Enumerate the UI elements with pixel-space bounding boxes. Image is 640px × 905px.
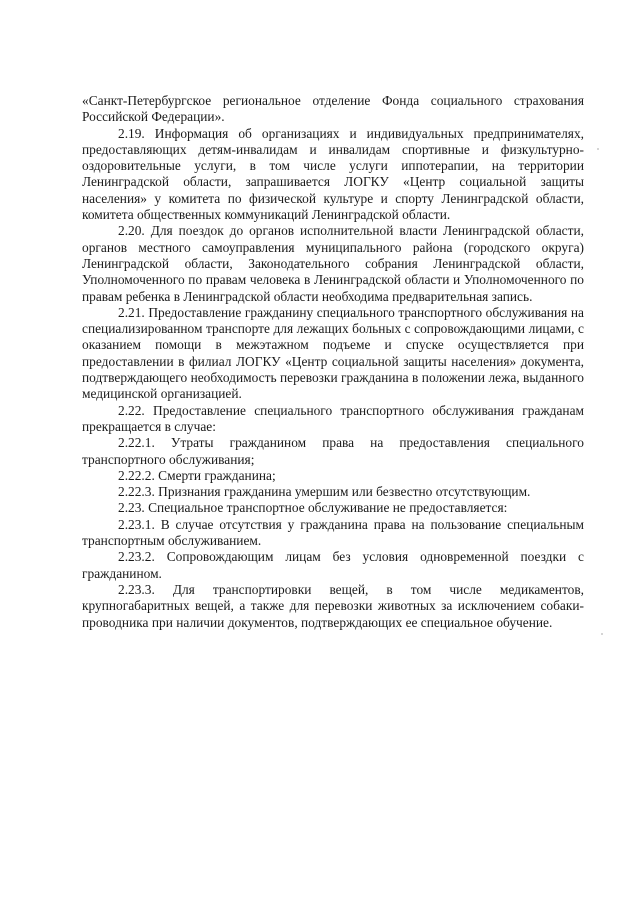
document-body (82, 93, 584, 631)
scan-speck (601, 633, 603, 635)
paragraph-2-19: 2.19. Информация об организациях и индивидуальных предпринимателях, предоставляющих детям-инвалидам и инвалидам спортивные и физкультурно-оздоровительные услуги, в том числе услуги иппотерапии, на территории Ленинградской области, запрашивается ЛОГКУ «Центр социальной защиты населения» у комитета по физической культуре и спорту Ленинградской области, комитета общественных коммуникаций Ленинградской области. (82, 125, 584, 223)
paragraph-2-22-1: 2.22.1. Утраты гражданином права на предоставления специального транспортного обслуживания; (82, 435, 584, 467)
paragraph-2-23-2: 2.23.2. Сопровождающим лицам без условия одновременной поездки с гражданином. (82, 549, 584, 581)
paragraph-2-22-3: 2.22.3. Признания гражданина умершим или безвестно отсутствующим. (118, 484, 531, 500)
paragraph-2-23-1: 2.23.1. В случае отсутствия у гражданина права на пользование специальным транспортным обслуживанием. (82, 516, 584, 549)
paragraph-2-22: 2.22. Предоставление специального транспортного обслуживания гражданам прекращается в случае: (82, 402, 584, 434)
paragraph-2-22-2: 2.22.2. Смерти гражданина; (118, 467, 276, 483)
paragraph-2-23: 2.23. Специальное транспортное обслуживание не предоставляется: (118, 500, 508, 516)
paragraph-fss-continuation: «Санкт-Петербургское региональное отделение Фонда социального страхования Российской Федерации». (82, 93, 584, 125)
scan-speck (597, 148, 599, 150)
paragraph-2-20: 2.20. Для поездок до органов исполнительной власти Ленинградской области, органов местного самоуправления муниципального района (городского округа) Ленинградской области, Законодательного собрания Ленинградской области, Уполномоченного по правам человека в Ленинградской области и Уполномоченного по правам ребенка в Ленинградской области необходима предварительная запись. (82, 223, 584, 304)
paragraph-2-21: 2.21. Предоставление гражданину специального транспортного обслуживания на специализированном транспорте для лежащих больных с сопровождающими лицами, с оказанием помощи в межэтажном подъеме и спуске осуществляется при предоставлении в филиал ЛОГКУ «Центр социальной защиты населения» документа, подтверждающего необходимость перевозки гражданина в положении лежа, выданного медицинской организацией. (82, 304, 584, 402)
paragraph-2-23-3: 2.23.3. Для транспортировки вещей, в том числе медикаментов, крупногабаритных вещей, а также для перевозки животных за исключением собаки-проводника при наличии документов, подтверждающих ее специальное обучение. (82, 581, 584, 630)
